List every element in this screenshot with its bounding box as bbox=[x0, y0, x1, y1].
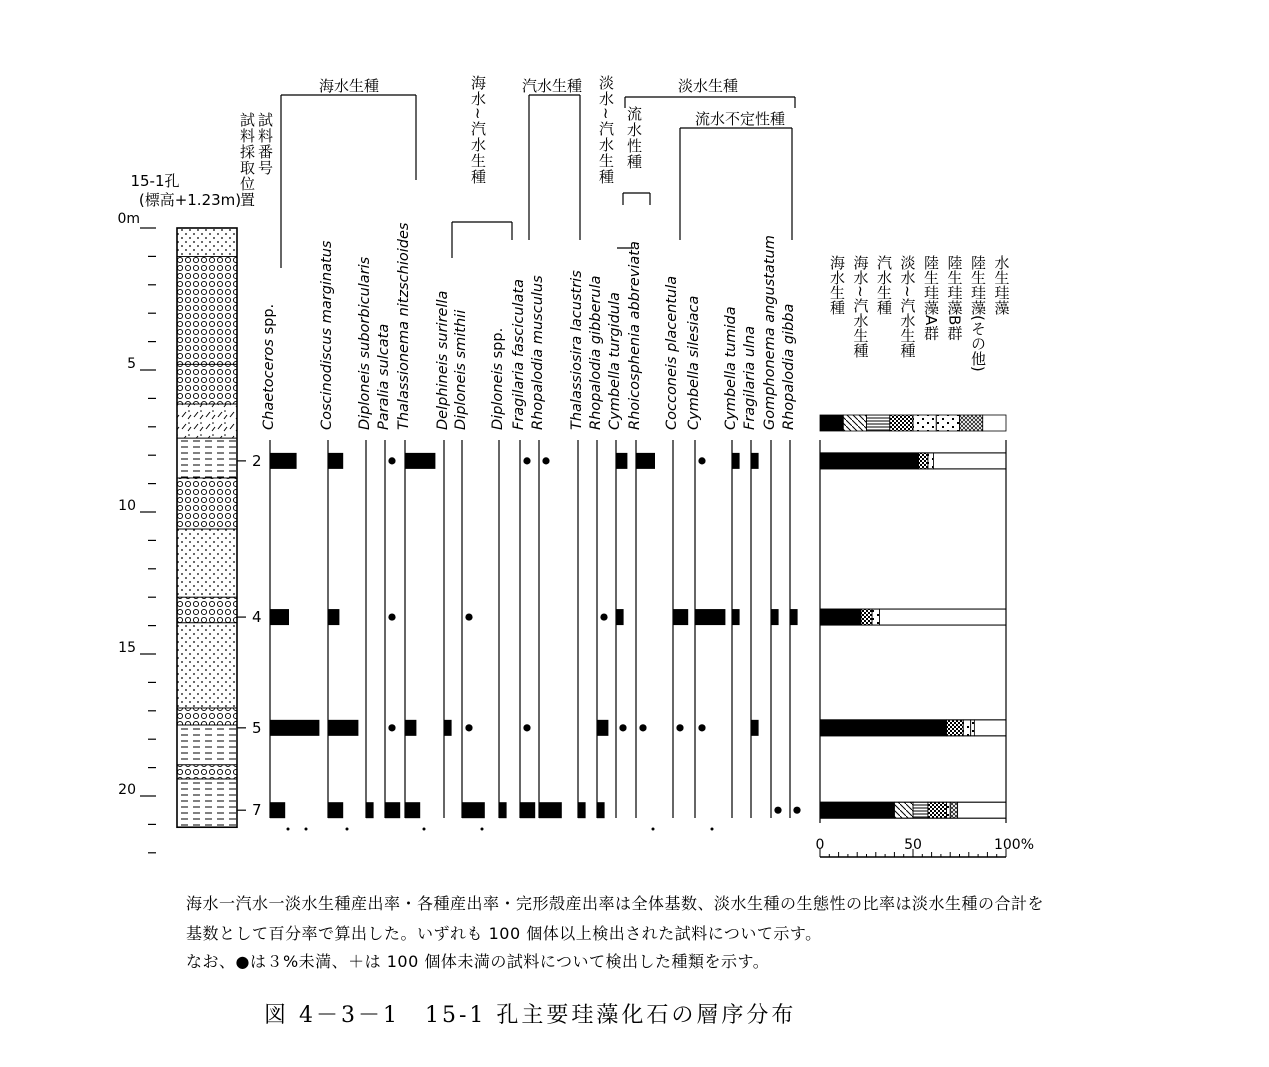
species-label bbox=[627, 241, 643, 430]
species-label bbox=[588, 276, 604, 430]
abundance-bar bbox=[405, 720, 416, 736]
species-name: Diploneis bbox=[490, 363, 506, 430]
group-brackets bbox=[281, 77, 795, 268]
lithology-layer bbox=[177, 725, 237, 765]
sample-number-label: 試料番号 bbox=[256, 112, 274, 176]
lithology-layer bbox=[177, 228, 237, 256]
composition-axis-label: 100% bbox=[993, 837, 1035, 853]
abundance-bar bbox=[366, 802, 374, 818]
composition-segment bbox=[820, 802, 894, 818]
lithology-layer bbox=[177, 708, 237, 725]
note-line-1: 海水一汽水一淡水生種産出率・各種産出率・完形殻産出率は全体基数、淡水生種の生態性の比率は淡水生種の合計を bbox=[186, 894, 1045, 913]
abundance-bar bbox=[695, 609, 725, 625]
abundance-bar bbox=[270, 802, 285, 818]
species-label bbox=[319, 240, 335, 430]
rare-marker bbox=[523, 724, 530, 731]
species-name: Delphineis surirella bbox=[435, 290, 451, 430]
species-label bbox=[376, 324, 392, 430]
group-indifferent-label: 流水不定性種 bbox=[694, 110, 786, 128]
bottom-mark bbox=[652, 828, 655, 831]
abundance-bar bbox=[328, 720, 358, 736]
lithology-column bbox=[177, 228, 237, 827]
species-columns bbox=[237, 222, 801, 830]
composition-legend-label: 陸生珪藻(その他) bbox=[969, 255, 987, 372]
species-name: Rhoicosphenia abbreviata bbox=[627, 241, 643, 430]
abundance-bar bbox=[597, 802, 605, 818]
abundance-bar bbox=[790, 609, 798, 625]
composition-legend-swatch bbox=[890, 415, 913, 431]
species-name: Chaetoceros bbox=[261, 339, 277, 430]
abundance-bar bbox=[751, 453, 759, 469]
abundance-bar bbox=[732, 609, 740, 625]
species-name: Coscinodiscus marginatus bbox=[319, 240, 335, 430]
species-label bbox=[261, 304, 277, 430]
species-label bbox=[490, 328, 506, 430]
abundance-bar bbox=[328, 609, 339, 625]
composition-legend-label: 水生珪藻 bbox=[992, 255, 1011, 315]
rare-marker bbox=[542, 457, 549, 464]
group-brackish-fresh-label: 淡水~汽水生種 bbox=[597, 75, 615, 185]
bottom-mark bbox=[481, 828, 484, 831]
composition-legend-label: 陸生珪藻B群 bbox=[945, 255, 964, 341]
abundance-bar bbox=[578, 802, 586, 818]
species-label bbox=[723, 306, 739, 430]
species-name: Cocconeis placentula bbox=[664, 275, 680, 430]
species-label bbox=[686, 296, 702, 430]
rare-marker bbox=[698, 457, 705, 464]
abundance-bar bbox=[270, 720, 319, 736]
composition-segment bbox=[933, 453, 1006, 469]
note-line-3: なお、●は３%未満、＋は 100 個体未満の試料について検出した種類を示す。 bbox=[186, 952, 770, 971]
rare-marker bbox=[465, 613, 472, 620]
species-suffix: spp. bbox=[261, 303, 277, 340]
species-name: Diploneis smithii bbox=[453, 309, 469, 430]
composition-legend-label: 海水~汽水生種 bbox=[851, 255, 870, 358]
rare-marker bbox=[774, 807, 781, 814]
rare-marker bbox=[523, 457, 530, 464]
abundance-bar bbox=[270, 609, 289, 625]
species-name: Cymbella silesiaca bbox=[686, 295, 702, 430]
rare-marker bbox=[698, 724, 705, 731]
lithology-layer bbox=[177, 478, 237, 529]
composition-legend-label: 汽水生種 bbox=[875, 255, 893, 315]
composition-legend-swatch bbox=[820, 415, 843, 431]
bottom-mark bbox=[711, 828, 714, 831]
species-label bbox=[781, 304, 797, 430]
species-label bbox=[664, 276, 680, 430]
species-label bbox=[435, 291, 451, 430]
composition-segment bbox=[820, 453, 919, 469]
abundance-bar bbox=[520, 802, 535, 818]
species-name: Gomphonema angustatum bbox=[762, 235, 778, 430]
lithology-layer bbox=[177, 404, 237, 438]
abundance-bar bbox=[732, 453, 740, 469]
abundance-bar bbox=[328, 453, 343, 469]
abundance-bar bbox=[616, 453, 627, 469]
lithology-layer bbox=[177, 765, 237, 779]
composition-segment bbox=[971, 720, 975, 736]
abundance-bar bbox=[673, 609, 688, 625]
species-name: Thalassiosira lacustris bbox=[569, 270, 585, 430]
lithology-layer bbox=[177, 256, 237, 364]
abundance-bar bbox=[385, 802, 400, 818]
depth-label: 20 bbox=[118, 782, 136, 798]
species-label bbox=[357, 256, 373, 430]
species-label bbox=[569, 270, 585, 430]
species-suffix: spp. bbox=[490, 327, 506, 363]
sample-number: 7 bbox=[252, 801, 262, 820]
sample-number: 2 bbox=[252, 451, 262, 470]
species-label bbox=[453, 310, 469, 430]
composition-segment bbox=[950, 802, 957, 818]
lithology-layer bbox=[177, 438, 237, 478]
species-name: Rhopalodia gibba bbox=[781, 303, 797, 430]
composition-segment bbox=[820, 720, 946, 736]
bottom-mark bbox=[287, 828, 290, 831]
species-name: Rhopalodia musculus bbox=[530, 275, 546, 430]
abundance-bar bbox=[751, 720, 759, 736]
bottom-mark bbox=[305, 828, 308, 831]
composition-segment bbox=[913, 802, 928, 818]
composition-segment bbox=[974, 720, 1006, 736]
abundance-bar bbox=[597, 720, 608, 736]
composition-segment bbox=[946, 802, 950, 818]
abundance-bar bbox=[405, 453, 435, 469]
abundance-bar bbox=[539, 802, 562, 818]
abundance-bar bbox=[405, 802, 420, 818]
composition-legend-label: 淡水~汽水生種 bbox=[898, 255, 917, 358]
sample-number: 4 bbox=[252, 608, 262, 627]
composition-segment bbox=[946, 720, 963, 736]
group-flowing-label: 流水性種 bbox=[625, 106, 643, 170]
group-marine-label: 海水生種 bbox=[318, 77, 380, 95]
abundance-bar bbox=[499, 802, 507, 818]
bottom-mark bbox=[346, 828, 349, 831]
rare-marker bbox=[600, 613, 607, 620]
lithology-layer bbox=[177, 364, 237, 404]
composition-segment bbox=[820, 609, 861, 625]
species-label bbox=[511, 279, 527, 430]
species-label bbox=[762, 235, 778, 430]
abundance-bar bbox=[462, 802, 485, 818]
lithology-layer bbox=[177, 529, 237, 597]
abundance-bar bbox=[328, 802, 343, 818]
species-label bbox=[742, 326, 758, 430]
composition-legend-swatch bbox=[983, 415, 1006, 431]
abundance-bar bbox=[636, 453, 655, 469]
rare-marker bbox=[676, 724, 683, 731]
composition-axis-label: 0 bbox=[815, 837, 825, 853]
depth-label: 0m bbox=[117, 211, 140, 227]
depth-scale bbox=[117, 211, 156, 853]
composition-segment bbox=[919, 453, 928, 469]
group-brackish-label: 汽水生種 bbox=[521, 77, 583, 95]
composition-legend-swatch bbox=[843, 415, 866, 431]
sample-number: 5 bbox=[252, 718, 262, 737]
composition-segment bbox=[963, 720, 970, 736]
composition-legend-swatch bbox=[960, 415, 983, 431]
species-label bbox=[396, 222, 412, 430]
rare-marker bbox=[388, 724, 395, 731]
species-name: Cymbella turgidula bbox=[607, 292, 623, 430]
composition-legend-label: 陸生珪藻A群 bbox=[922, 255, 940, 341]
species-name: Thalassionema nitzschioides bbox=[396, 222, 412, 430]
species-name: Rhopalodia gibberula bbox=[588, 275, 604, 430]
borehole-title: 15-1孔 bbox=[130, 172, 180, 190]
composition-segment bbox=[894, 802, 913, 818]
composition-legend-swatch bbox=[867, 415, 890, 431]
group-marine-brackish-label: 海水~汽水生種 bbox=[469, 75, 487, 185]
rare-marker bbox=[388, 457, 395, 464]
lithology-layer bbox=[177, 779, 237, 827]
group-freshwater-label: 淡水生種 bbox=[677, 77, 739, 95]
figure-caption: 図 4－3－1 15-1 孔主要珪藻化石の層序分布 bbox=[264, 1003, 797, 1028]
composition-segment bbox=[861, 609, 872, 625]
composition-segment bbox=[928, 802, 947, 818]
composition-segment bbox=[958, 802, 1006, 818]
abundance-bar bbox=[771, 609, 779, 625]
species-name: Fragilaria fasciculata bbox=[511, 278, 527, 430]
composition-segment bbox=[880, 609, 1006, 625]
rare-marker bbox=[639, 724, 646, 731]
rare-marker bbox=[793, 807, 800, 814]
rare-marker bbox=[388, 613, 395, 620]
abundance-bar bbox=[270, 453, 297, 469]
note-line-2: 基数として百分率で算出した。いずれも 100 個体以上検出された試料について示す。 bbox=[186, 924, 822, 943]
composition-chart bbox=[816, 254, 1034, 857]
lithology-layer bbox=[177, 597, 237, 623]
species-name: Cymbella tumida bbox=[723, 306, 739, 430]
rare-marker bbox=[619, 724, 626, 731]
species-name: Fragilaria ulna bbox=[742, 325, 758, 430]
composition-legend-swatch bbox=[913, 415, 936, 431]
composition-segment bbox=[872, 609, 879, 625]
depth-label: 5 bbox=[127, 356, 136, 372]
species-label bbox=[530, 275, 546, 430]
abundance-bar bbox=[616, 609, 624, 625]
species-label bbox=[607, 292, 623, 430]
lithology-layer bbox=[177, 623, 237, 708]
composition-segment bbox=[928, 453, 934, 469]
composition-legend-swatch bbox=[936, 415, 959, 431]
sample-position-label: 試料採取位置 bbox=[238, 112, 256, 208]
bottom-mark bbox=[423, 828, 426, 831]
abundance-bar bbox=[444, 720, 452, 736]
rare-marker bbox=[465, 724, 472, 731]
species-name: Diploneis suborbicularis bbox=[357, 256, 373, 430]
borehole-elevation: (標高+1.23m) bbox=[138, 191, 242, 209]
composition-legend-label: 海水生種 bbox=[828, 255, 846, 315]
species-name: Paralia sulcata bbox=[376, 323, 392, 430]
composition-axis-label: 50 bbox=[904, 837, 922, 853]
depth-label: 10 bbox=[118, 498, 136, 514]
depth-label: 15 bbox=[118, 640, 136, 656]
